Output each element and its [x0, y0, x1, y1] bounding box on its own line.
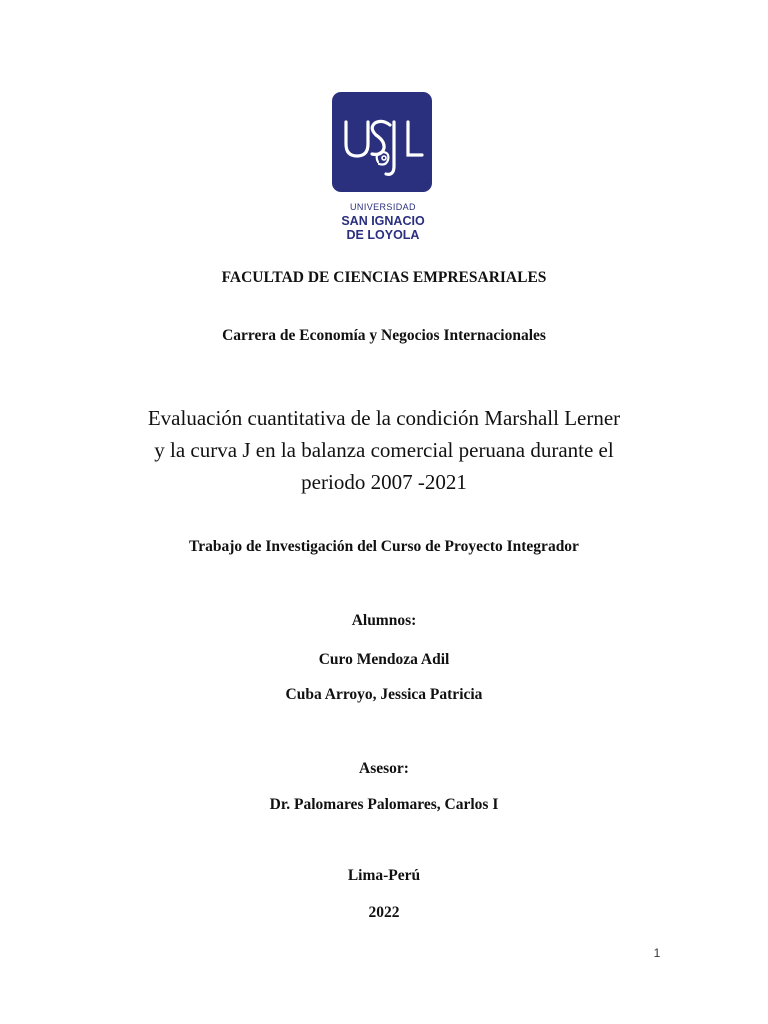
title-line: periodo 2007 -2021 [301, 470, 467, 494]
faculty-heading: FACULTAD DE CIENCIAS EMPRESARIALES [221, 269, 547, 286]
page-number: 1 [653, 946, 661, 960]
year: 2022 [368, 904, 400, 921]
logo-text-san-ignacio: SAN IGNACIO [341, 214, 425, 228]
student-name: Curo Mendoza Adil [318, 651, 450, 668]
advisor-name: Dr. Palomares Palomares, Carlos I [269, 796, 499, 813]
career-heading: Carrera de Economía y Negocios Internacionales [222, 327, 546, 344]
advisor-label: Asesor: [359, 760, 409, 777]
title-line: Evaluación cuantitativa de la condición Marshall Lerner [147, 406, 621, 430]
place: Lima-Perú [347, 867, 421, 884]
university-logo [332, 92, 434, 242]
document-title [84, 402, 684, 498]
students-label: Alumnos: [351, 612, 417, 629]
document-subtitle: Trabajo de Investigación del Curso de Proyecto Integrador [189, 538, 579, 555]
usil-logo-icon [332, 92, 432, 192]
title-line: y la curva J en la balanza comercial peruana durante el [154, 438, 614, 462]
student-name: Cuba Arroyo, Jessica Patricia [285, 686, 483, 703]
logo-text-de-loyola: DE LOYOLA [346, 228, 420, 242]
logo-text-universidad: UNIVERSIDAD [350, 202, 416, 212]
